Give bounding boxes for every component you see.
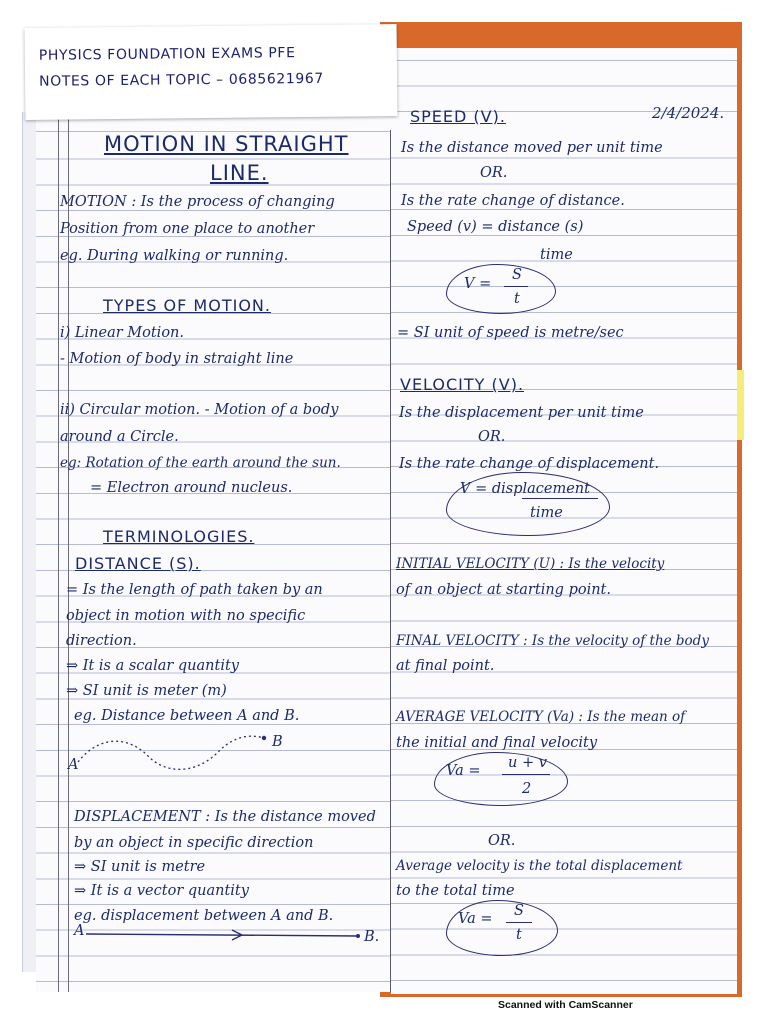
fraction-bar: [506, 922, 532, 923]
final-velocity: FINAL VELOCITY : Is the velocity of the body: [396, 633, 709, 649]
motion-definition: MOTION : Is the process of changing: [60, 194, 335, 210]
displacement-arrow-sketch: [82, 928, 362, 944]
distance-example: eg. Distance between A and B.: [74, 708, 300, 724]
average-velocity-definition: the initial and final velocity: [396, 735, 598, 751]
distance-definition: = Is the length of path taken by an: [66, 582, 323, 598]
speed-formula-cloud: [446, 264, 556, 314]
motion-example: eg. During walking or running.: [60, 248, 289, 264]
column-divider: [390, 130, 391, 992]
initial-velocity: INITIAL VELOCITY (U) : Is the velocity: [396, 556, 665, 572]
average-velocity-alt: to the total time: [396, 883, 515, 899]
velocity-definition: Is the rate change of displacement.: [399, 456, 660, 472]
fraction-bar: [502, 774, 550, 775]
formula-numerator: u + v: [508, 755, 547, 771]
formula-denominator: time: [530, 505, 563, 521]
distance-property: ⇒ It is a scalar quantity: [66, 658, 239, 674]
point-a-label: A: [68, 757, 79, 773]
formula-numerator: S: [514, 903, 524, 919]
motion-definition: Position from one place to another: [60, 221, 315, 237]
displacement-unit: ⇒ SI unit is metre: [74, 859, 206, 875]
velocity-heading: VELOCITY (V).: [400, 375, 525, 394]
displacement-definition: DISPLACEMENT : Is the distance moved: [74, 809, 376, 825]
or-label: OR.: [478, 429, 506, 445]
speed-definition: Is the rate change of distance.: [401, 193, 625, 209]
circular-motion: around a Circle.: [60, 429, 179, 445]
formula-denominator: 2: [522, 781, 532, 797]
speed-si-unit: = SI unit of speed is metre/sec: [397, 325, 624, 341]
point-a-label: A: [74, 923, 85, 939]
distance-definition: object in motion with no specific: [66, 608, 306, 624]
displacement-definition: by an object in specific direction: [74, 835, 314, 851]
speed-definition: Is the distance moved per unit time: [401, 140, 663, 156]
circular-example: = Electron around nucleus.: [90, 480, 293, 496]
margin-line: [58, 116, 59, 992]
fraction-bar: [504, 286, 528, 287]
note-date: 2/4/2024.: [652, 104, 725, 122]
or-label: OR.: [488, 833, 516, 849]
average-velocity-alt: Average velocity is the total displacement: [396, 858, 683, 874]
circular-motion: ii) Circular motion. - Motion of a body: [60, 402, 339, 418]
camscanner-watermark[interactable]: Scanned with CamScanner: [498, 999, 633, 1011]
linear-motion: i) Linear Motion.: [60, 325, 184, 341]
linear-motion-definition: - Motion of body in straight line: [60, 351, 294, 367]
formula-denominator: t: [516, 927, 522, 943]
distance-path-sketch: [70, 728, 300, 778]
displacement-example: eg. displacement between A and B.: [74, 908, 334, 924]
displacement-property: ⇒ It is a vector quantity: [74, 883, 249, 899]
header-contact: NOTES OF EACH TOPIC – 0685621967: [39, 70, 324, 90]
point-b-label: B.: [364, 929, 380, 945]
distance-heading: DISTANCE (S).: [75, 554, 201, 573]
or-label: OR.: [480, 165, 508, 181]
final-velocity-definition: at final point.: [396, 658, 495, 674]
header-sticker: [25, 24, 398, 120]
speed-heading: SPEED (V).: [410, 107, 506, 126]
formula-left: V =: [464, 276, 492, 292]
header-title: PHYSICS FOUNDATION EXAMS PFE: [38, 45, 296, 64]
formula-left: Va =: [446, 763, 481, 779]
page-title: MOTION IN STRAIGHT: [104, 132, 349, 156]
distance-definition: direction.: [66, 633, 137, 649]
point-b-label: B: [272, 734, 283, 750]
formula-left: Va =: [458, 911, 493, 927]
formula-denominator: t: [514, 291, 520, 307]
initial-velocity-definition: of an object at starting point.: [396, 582, 611, 598]
terminologies-heading: TERMINOLOGIES.: [103, 527, 255, 546]
formula-numerator: S: [512, 267, 522, 283]
velocity-definition: Is the displacement per unit time: [399, 405, 644, 421]
types-heading: TYPES OF MOTION.: [103, 296, 271, 315]
circular-example: eg: Rotation of the earth around the sun.: [60, 455, 341, 471]
distance-unit: ⇒ SI unit is meter (m): [66, 683, 227, 699]
fraction-bar: [522, 498, 598, 499]
average-velocity: AVERAGE VELOCITY (Va) : Is the mean of: [396, 709, 686, 725]
speed-formula-text: Speed (v) = distance (s): [407, 219, 584, 235]
formula-left: V = displacement: [460, 481, 590, 497]
speed-formula-text: time: [540, 247, 573, 263]
page-title-line2: LINE.: [210, 161, 269, 185]
